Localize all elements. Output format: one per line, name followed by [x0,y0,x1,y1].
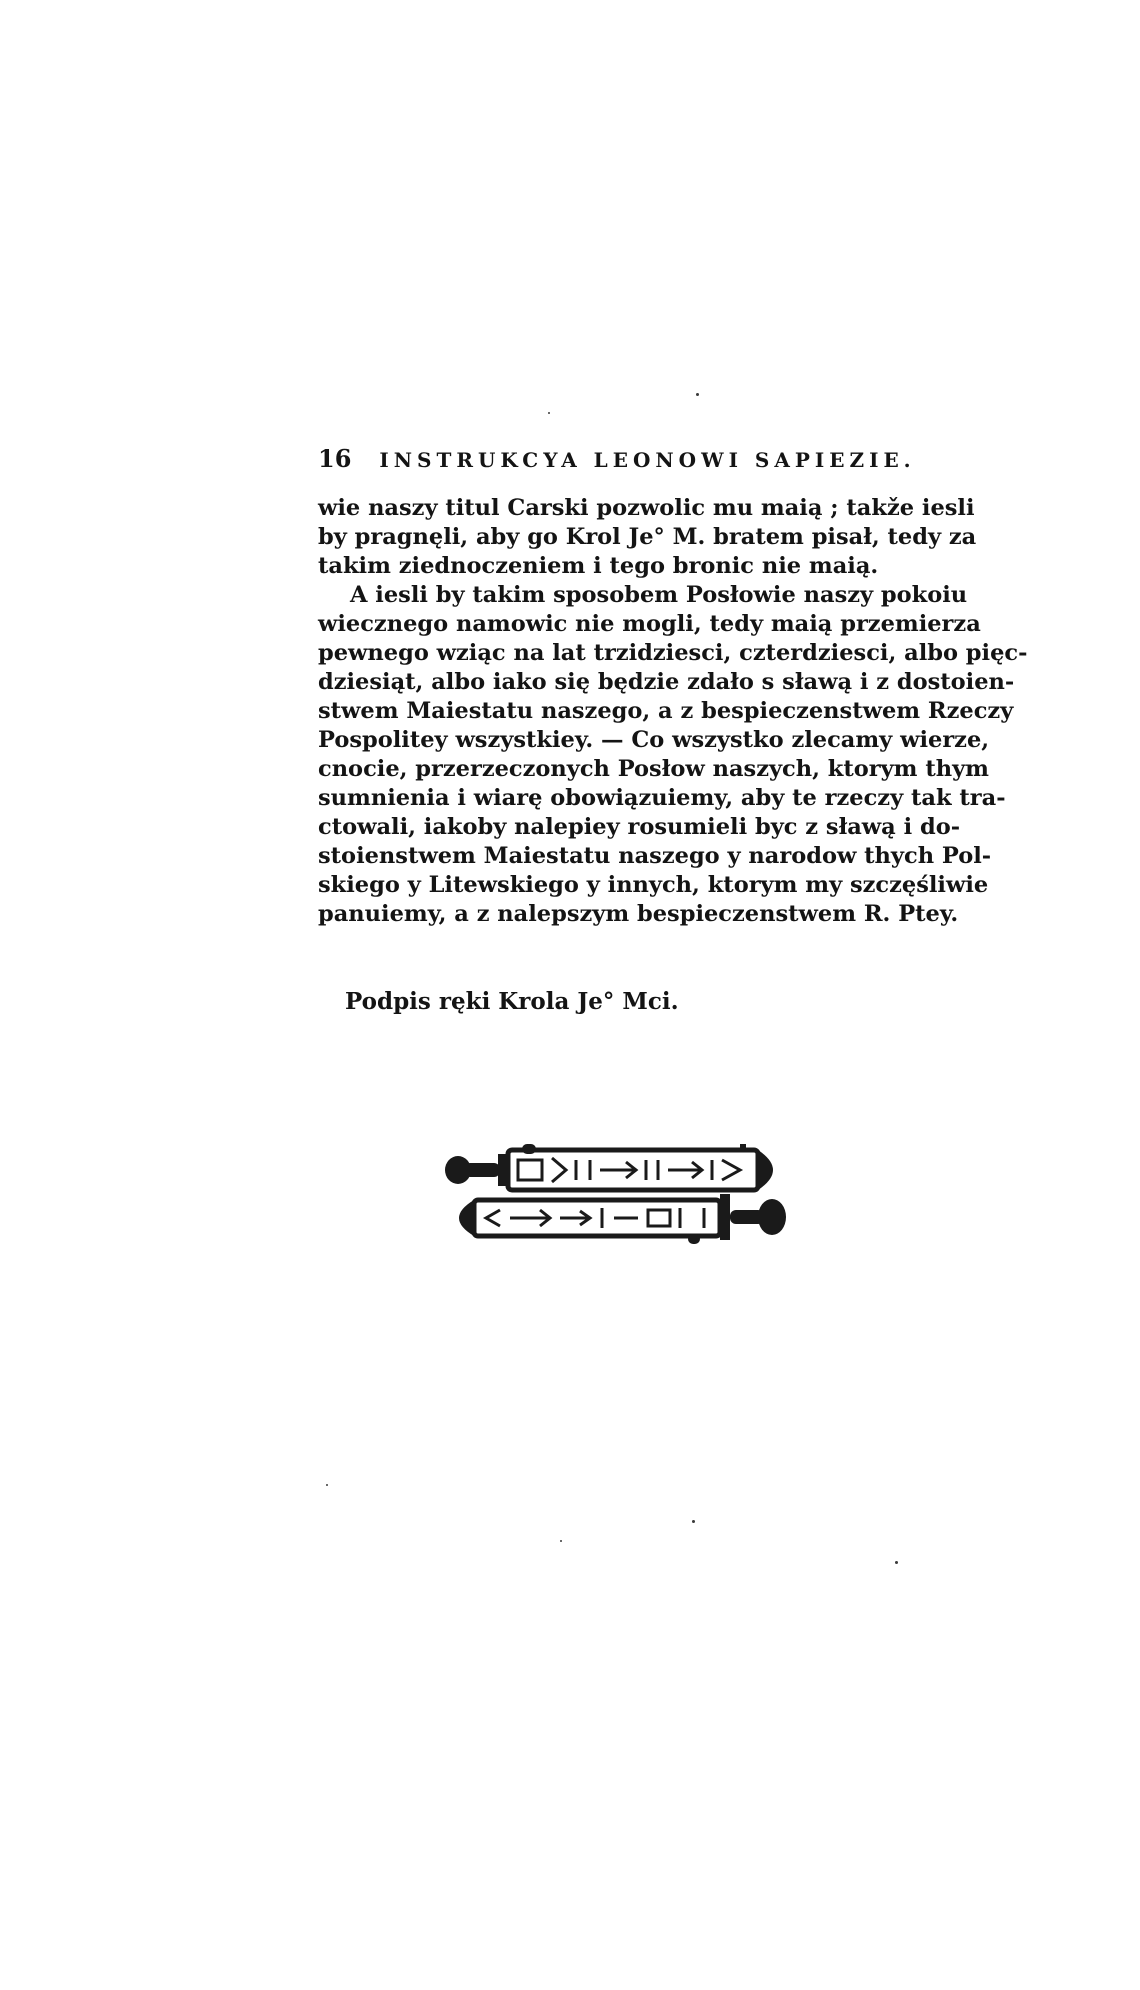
text-line: stoienstwem Maiestatu naszego y narodow thych Pol- [318,843,992,869]
text-line: Pospolitey wszystkiey. — Co wszystko zlecamy wierze, [318,727,990,753]
royal-signature-line: Podpis ręki Krola Je° Mci. [345,988,679,1015]
lower-dagger [459,1194,786,1244]
text-line: pewnego wziąc na lat trzidziesci, czterdziesci, albo pięc- [318,640,1028,666]
text-line: panuiemy, a z nalepszym bespieczenstwem R. Ptey. [318,901,959,927]
text-line: by pragnęli, aby go Krol Je° M. bratem pisał, tedy za [318,524,977,550]
running-head: INSTRUKCYA LEONOWI SAPIEZIE. [379,448,916,472]
speck [560,1540,562,1542]
speck [326,1484,328,1486]
upper-dagger [445,1144,773,1190]
speck [895,1561,898,1564]
text-line: ctowali, iakoby nalepiey rosumieli byc z sławą i do- [318,814,961,840]
text-line: dziesiąt, albo iako się będzie zdało s sławą i z dostoien- [318,669,1015,695]
text-line: cnocie, przerzeczonych Posłow naszych, ktorym thym [318,756,989,782]
paragraph-1 [318,494,977,581]
body-text [318,494,1028,929]
speck [692,1520,695,1523]
text-line: wiecznego namowic nie mogli, tedy maią przemierza [318,611,981,637]
page-number: 16 [318,444,352,473]
text-line: A iesli by takim sposobem Posłowie naszy pokoiu [350,582,968,608]
text-line: wie naszy titul Carski pozwolic mu maią ; takže iesli [318,495,975,521]
text-line: takim ziednoczeniem i tego bronic nie maią. [318,553,879,579]
speck [548,412,550,414]
speck [696,393,699,396]
text-line: stwem Maiestatu naszego, a z bespieczenstwem Rzeczy [318,698,1014,724]
text-line: sumnienia i wiarę obowiązuiemy, aby te rzeczy tak tra- [318,785,1006,811]
page-header [318,444,916,473]
text-line: skiego y Litewskiego y innych, ktorym my szczęśliwie [318,872,989,898]
dagger-ornament [440,1130,792,1252]
paragraph-2 [318,581,1028,929]
